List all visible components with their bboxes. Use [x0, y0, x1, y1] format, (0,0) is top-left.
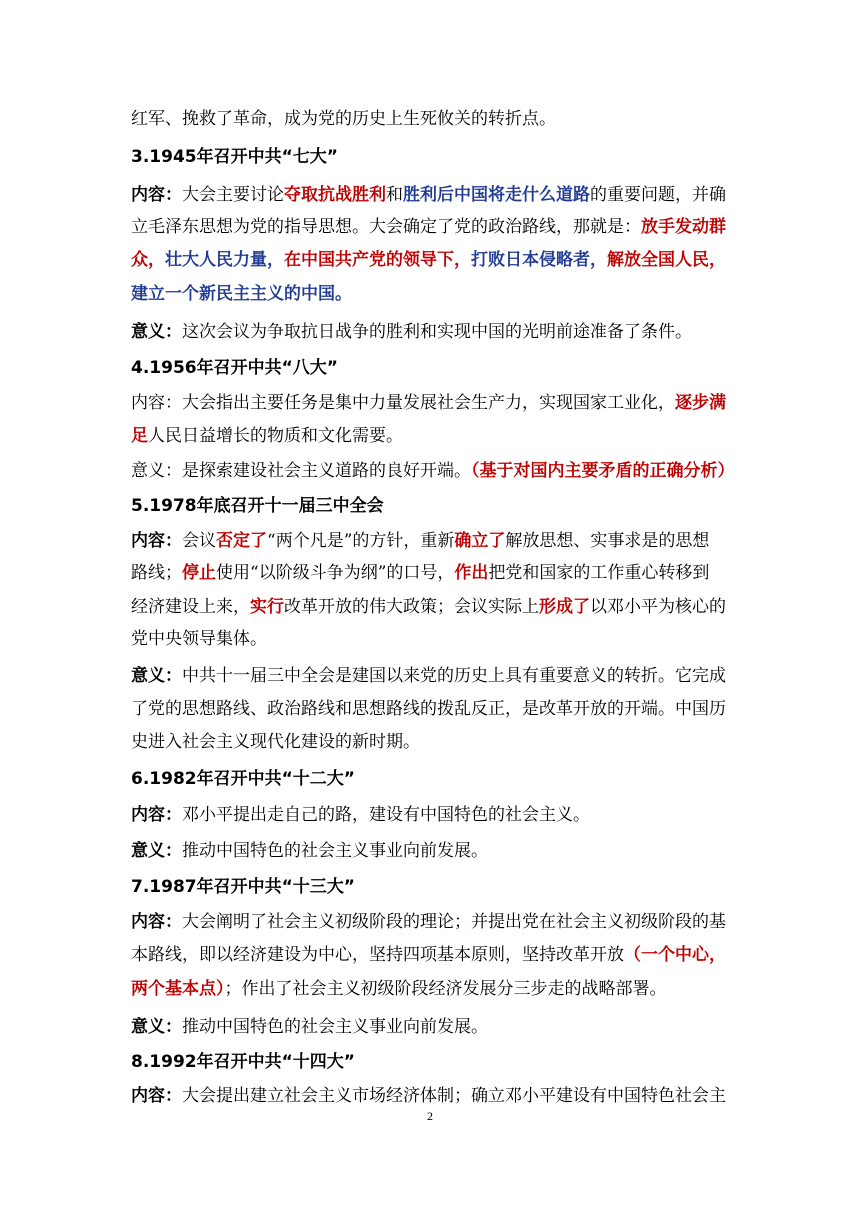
text-segment: 和 [386, 185, 403, 205]
label-text: 意义： [131, 1017, 182, 1037]
text-segment: 3.1945年召开中共“七大” [131, 147, 338, 167]
label-text: 意义： [131, 841, 182, 861]
text-line [131, 595, 731, 619]
text-segment: 改革开放的伟大政策；会议实际上 [284, 597, 539, 617]
text-segment: 大会主要讨论 [182, 185, 284, 205]
text-segment: 红军、挽救了革命，成为党的历史上生死攸关的转折点。 [131, 109, 556, 129]
section-heading [131, 767, 731, 791]
highlighted-text: 停止 [182, 563, 216, 583]
text-segment: 4.1956年召开中共“八大” [131, 358, 338, 378]
text-line [131, 910, 731, 934]
text-segment: 本路线，即以经济建设为中心，坚持四项基本原则，坚持改革开放 [131, 945, 624, 965]
highlighted-text: 在中国共产党的领导下， [284, 250, 471, 270]
text-segment: 经济建设上来， [131, 597, 250, 617]
text-segment: “两个凡是”的方针，重新 [267, 531, 455, 551]
highlighted-text: 解放全国人民， [607, 250, 726, 270]
text-segment: 邓小平提出走自己的路，建设有中国特色的社会主义。 [182, 805, 590, 825]
text-segment: 5.1978年底召开十一届三中全会 [131, 496, 384, 516]
text-segment: 会议 [182, 531, 216, 551]
label-text: 内容： [131, 185, 182, 205]
text-line [131, 697, 731, 721]
section-heading [131, 145, 731, 169]
text-line [131, 320, 731, 344]
highlighted-text: 夺取抗战胜利 [284, 185, 386, 205]
highlighted-text: 放手发动群 [641, 217, 726, 237]
text-segment: 意义：是探索建设社会主义道路的良好开端。 [131, 461, 471, 481]
label-text: 内容： [131, 912, 182, 932]
text-segment: 人民日益增长的物质和文化需要。 [148, 426, 403, 446]
text-line [131, 1084, 731, 1108]
highlighted-text: 确立了 [454, 531, 506, 551]
text-segment: 路线； [131, 563, 182, 583]
text-segment: 8.1992年召开中共“十四大” [131, 1052, 355, 1072]
text-line [131, 730, 731, 754]
text-line [131, 529, 731, 553]
section-heading [131, 356, 731, 380]
text-segment: 史进入社会主义现代化建设的新时期。 [131, 732, 420, 752]
section-heading [131, 1050, 731, 1074]
highlighted-text: 否定了 [216, 531, 267, 551]
text-segment: 党中央领导集体。 [131, 629, 267, 649]
text-segment: ；作出了社会主义初级阶段经济发展分三步走的战略部署。 [224, 979, 667, 999]
highlighted-text: 两个基本点） [131, 979, 225, 999]
label-text: 意义： [131, 666, 182, 686]
highlighted-text: （一个中心， [624, 945, 726, 965]
text-line [131, 839, 731, 863]
text-line [131, 107, 731, 131]
text-segment: 以邓小平为核心的 [590, 597, 726, 617]
highlighted-text: 壮大人民力量， [165, 250, 284, 270]
highlighted-text: 逐步满 [675, 393, 726, 413]
section-heading [131, 875, 731, 899]
text-segment: 了党的思想路线、政治路线和思想路线的拨乱反正，是改革开放的开端。中国历 [131, 699, 726, 719]
text-line [131, 803, 731, 827]
label-text: 内容： [131, 805, 182, 825]
text-segment: 中共十一届三中全会是建国以来党的历史上具有重要意义的转折。它完成 [182, 666, 726, 686]
highlighted-text: 作出 [454, 563, 489, 583]
label-text: 内容： [131, 531, 182, 551]
text-line [131, 282, 731, 306]
highlighted-text: 众， [131, 250, 165, 270]
text-line [131, 459, 735, 483]
text-segment: 使用“以阶级斗争为纲”的口号， [216, 563, 455, 583]
highlighted-text: 实行 [250, 597, 284, 617]
highlighted-text: 打败日本侵略者， [471, 250, 607, 270]
text-line [131, 977, 731, 1001]
highlighted-text: 建立一个新民主主义的中国。 [131, 284, 352, 304]
label-text: 意义： [131, 322, 182, 342]
text-line [131, 664, 731, 688]
label-text: 内容： [131, 1086, 182, 1106]
highlighted-text: 胜利后中国将走什么道路 [403, 185, 590, 205]
text-segment: 把党和国家的工作重心转移到 [488, 563, 710, 583]
page-number: 2 [427, 1109, 433, 1123]
highlighted-text: 足 [131, 426, 148, 446]
text-line [131, 627, 731, 651]
text-segment: 这次会议为争取抗日战争的胜利和实现中国的光明前途准备了条件。 [182, 322, 692, 342]
text-segment: 解放思想、实事求是的思想 [505, 531, 710, 551]
section-heading [131, 494, 731, 518]
text-segment: 6.1982年召开中共“十二大” [131, 769, 355, 789]
text-segment: 内容：大会指出主要任务是集中力量发展社会生产力，实现国家工业化， [131, 393, 675, 413]
text-segment: 的重要问题，并确 [590, 185, 726, 205]
highlighted-text: （基于对国内主要矛盾的正确分析） [471, 461, 735, 481]
text-line [131, 391, 731, 415]
text-segment: 推动中国特色的社会主义事业向前发展。 [182, 1017, 488, 1037]
text-line [131, 943, 731, 967]
text-segment: 大会阐明了社会主义初级阶段的理论；并提出党在社会主义初级阶段的基 [182, 912, 726, 932]
text-line [131, 1015, 731, 1039]
text-line [131, 561, 731, 585]
text-line [131, 424, 731, 448]
text-line [131, 183, 731, 207]
text-line [131, 215, 731, 239]
text-line [131, 248, 731, 272]
text-segment: 立毛泽东思想为党的指导思想。大会确定了党的政治路线，那就是： [131, 217, 641, 237]
text-segment: 大会提出建立社会主义市场经济体制；确立邓小平建设有中国特色社会主 [182, 1086, 726, 1106]
text-segment: 7.1987年召开中共“十三大” [131, 877, 355, 897]
highlighted-text: 形成了 [539, 597, 590, 617]
text-segment: 推动中国特色的社会主义事业向前发展。 [182, 841, 488, 861]
